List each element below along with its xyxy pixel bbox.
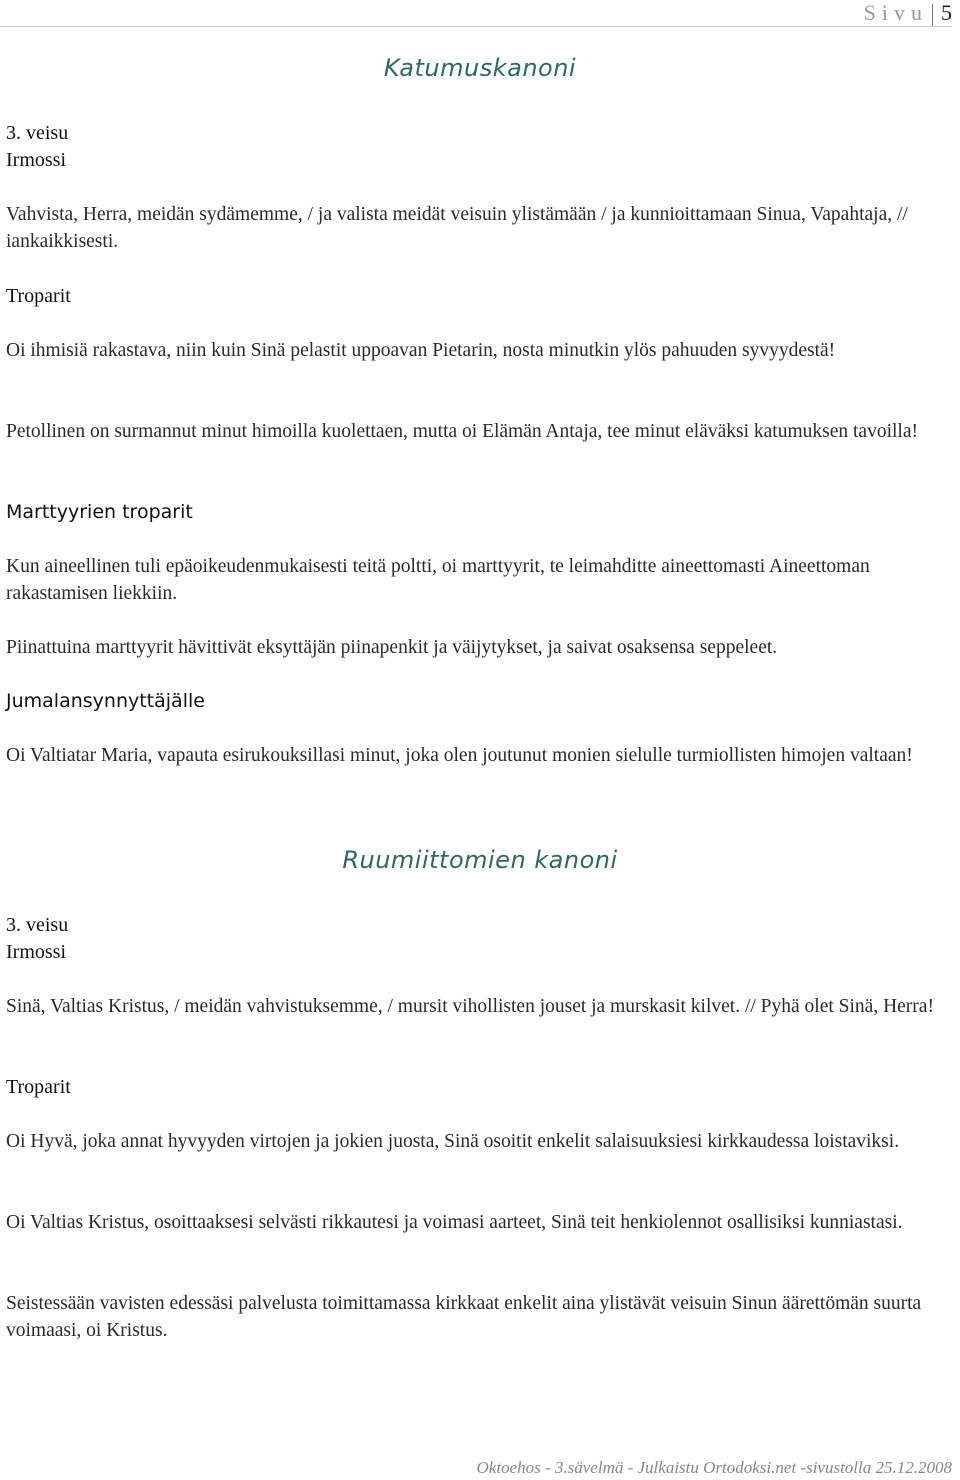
martyr-troparion-text: Kun aineellinen tuli epäoikeudenmukaisesti teitä poltti, oi marttyyrit, te leimahditte aineettomasti Aineettoman rakastamisen liekkiin. bbox=[6, 556, 870, 604]
irmos-text: Vahvista, Herra, meidän sydämemme, / ja valista meidät veisuin ylistämään / ja kunnioittamaan Sinua, Vapahtaja, // iankaikkisesti. bbox=[6, 204, 908, 252]
irmos-label: Irmossi bbox=[6, 941, 66, 963]
ode-label: 3. veisu bbox=[6, 914, 69, 936]
section-title-ruumiittomien-kanoni: Ruumiittomien kanoni bbox=[342, 846, 618, 874]
troparion-text: Petollinen on surmannut minut himoilla kuolettaen, mutta oi Elämän Antaja, tee minut eläväksi katumuksen tavoilla! bbox=[6, 421, 918, 442]
header-divider bbox=[932, 4, 933, 26]
martyr-troparion-text: Piinattuina marttyyrit hävittivät eksyttäjän piinapenkit ja väijytykset, ja saivat osaksensa seppeleet. bbox=[6, 637, 778, 658]
page-word: Sivu bbox=[863, 0, 928, 25]
troparion-text: Oi Hyvä, joka annat hyvyyden virtojen ja jokien juosta, Sinä osoitit enkelit salaisuuksiesi kirkkaudessa loistaviksi. bbox=[6, 1131, 900, 1152]
page-header bbox=[0, 0, 952, 27]
irmos-text: Sinä, Valtias Kristus, / meidän vahvistuksemme, / mursit vihollisten jouset ja murskasit kilvet. // Pyhä olet Sinä, Herra! bbox=[6, 996, 934, 1017]
theotokion-label: Jumalansynnyttäjälle bbox=[6, 690, 205, 712]
troparion-text: Seistessään vavisten edessäsi palvelusta toimittamassa kirkkaat enkelit aina ylistävät veisuin Sinun äärettömän suurta voimaasi, oi Kristus. bbox=[6, 1293, 922, 1341]
theotokion-text: Oi Valtiatar Maria, vapauta esirukouksillasi minut, joka olen joutunut monien sielulle turmiollisten himojen valtaan! bbox=[6, 745, 913, 766]
troparia-label: Troparit bbox=[6, 285, 71, 307]
ode-label: 3. veisu bbox=[6, 122, 69, 144]
martyr-troparia-label: Marttyyrien troparit bbox=[6, 501, 193, 523]
troparia-label: Troparit bbox=[6, 1076, 71, 1098]
section-title-katumuskanoni: Katumuskanoni bbox=[383, 54, 577, 82]
troparion-text: Oi Valtias Kristus, osoittaaksesi selvästi rikkautesi ja voimasi aarteet, Sinä teit henkiolennot osallisiksi kunniastasi. bbox=[6, 1212, 903, 1233]
troparion-text: Oi ihmisiä rakastava, niin kuin Sinä pelastit uppoavan Pietarin, nosta minutkin ylös pahuuden syvyydestä! bbox=[6, 340, 836, 361]
irmos-label: Irmossi bbox=[6, 149, 66, 171]
page-number: 5 bbox=[941, 0, 952, 25]
page-footer: Oktoehos - 3.sävelmä - Julkaistu Ortodoksi.net -sivustolla 25.12.2008 bbox=[476, 1458, 952, 1477]
